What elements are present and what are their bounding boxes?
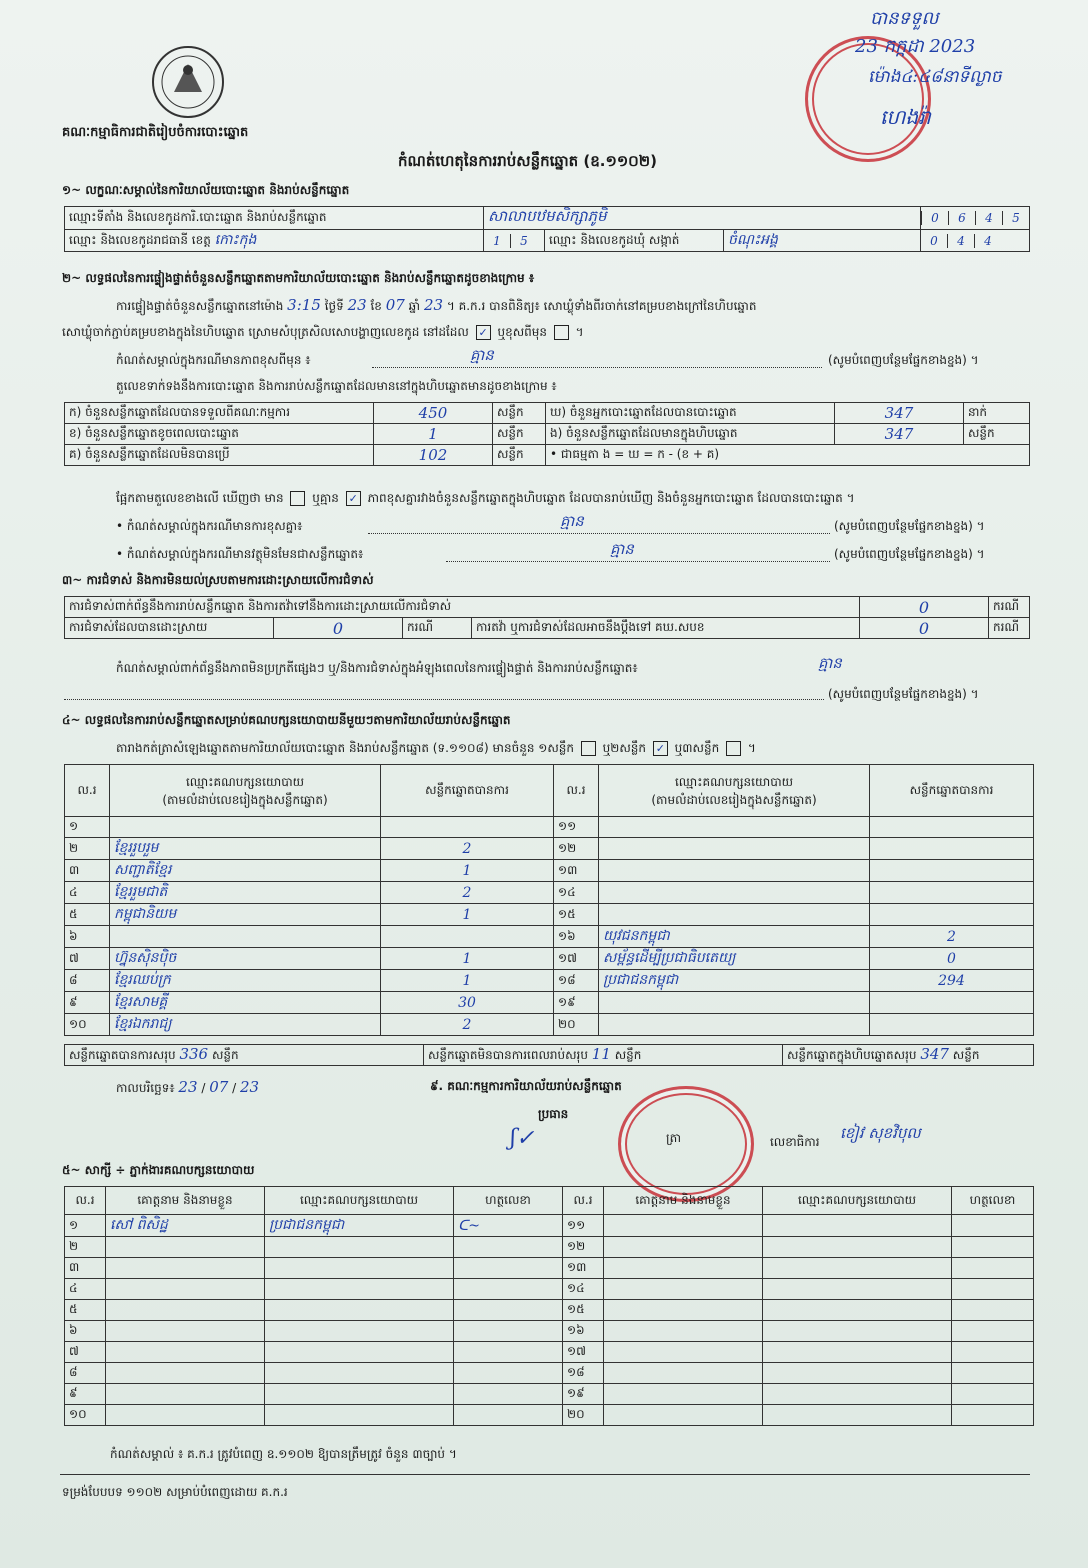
- witness-no: ១៧: [563, 1342, 604, 1363]
- verify-time: 3:15: [287, 296, 321, 314]
- received-date: 23 កក្កដា 2023: [855, 36, 976, 57]
- party-votes: 1: [381, 904, 554, 926]
- party-name: [110, 926, 381, 948]
- resolved-objections: 0: [274, 618, 403, 639]
- witness-signature: [454, 1237, 563, 1258]
- witness-signature: [952, 1215, 1034, 1237]
- witness-no: ១០: [65, 1405, 106, 1426]
- secretary-label: លេខាធិការ: [770, 1135, 820, 1149]
- witness-signature: [952, 1363, 1034, 1384]
- office-committee-label: ៩. គណៈកម្មការការិយាល័យរាប់សន្លឹកឆ្នោត: [430, 1079, 622, 1093]
- party-no: ១៦: [554, 926, 599, 948]
- witness-signature: [952, 1405, 1034, 1426]
- table-row: [65, 838, 1034, 860]
- party-votes: 2: [381, 882, 554, 904]
- total-invalid-votes: 11: [591, 1045, 611, 1063]
- party-name: [599, 860, 870, 882]
- verify-year: 23: [423, 296, 444, 314]
- witness-no: ១២: [563, 1237, 604, 1258]
- diff-note-value: គ្មាន: [560, 512, 584, 530]
- table-row: [65, 904, 1034, 926]
- witness-no: ១៥: [563, 1300, 604, 1321]
- witness-name: [106, 1237, 265, 1258]
- verify-line2: សោឃ្លុំចាក់ភ្ជាប់គម្របខាងក្នុងនៃហិបឆ្នោត ស្រោមសំបុត្រសិលសោបង្ហាញលេខកូដ នៅដដែល ✓ ឬខុសពីមុន ។: [62, 325, 584, 339]
- witness-name: [604, 1215, 763, 1237]
- witness-name: [106, 1342, 265, 1363]
- irregularity-note-label: កំណត់សម្គាល់ពាក់ព័ន្ធនឹងភាពមិនប្រក្រតីផ្សេងៗ ឬ/និងការជំទាស់ក្នុងអំឡុងពេលនៃការផ្ទៀងផ្ទាត់ និងការរាប់សន្លឹកឆ្នោត៖: [116, 661, 638, 675]
- witness-signature: [952, 1384, 1034, 1405]
- difference-note-label: កំណត់សម្គាល់ក្នុងករណីមានភាពខុសពីមុន ៖: [116, 353, 311, 367]
- witness-party: [265, 1384, 454, 1405]
- table-row: [65, 1321, 1034, 1342]
- witness-name: [106, 1321, 265, 1342]
- witness-party: [265, 1405, 454, 1426]
- diff-note-label: • កំណត់សម្គាល់ក្នុងករណីមានការខុសគ្នា៖: [116, 519, 303, 533]
- tally-sheets-line: តារាងកត់ត្រាសំឡេងឆ្នោតតាមការិយាល័យបោះឆ្នោត និងរាប់សន្លឹកឆ្នោត (ទ.១១០៨) មានចំនួន ១សន្លឹក ឬ២សន្លឹក ✓ ឬ៣សន្លឹក ។: [116, 741, 756, 755]
- witness-name: [604, 1384, 763, 1405]
- party-votes: 2: [870, 926, 1034, 948]
- witness-table: ល.រ គោត្តនាម និងនាមខ្លួន ឈ្មោះគណបក្សនយោបាយ ហត្ថលេខា ល.រ គោត្តនាម និងនាមខ្លួន ឈ្មោះគណបក្សនយោបាយ ហត្ថលេខា ១ សៅ ពិសិដ្ឋ ប្រជាជនកម្ពុជា ᑕ~ ១១ ២ ១២ ៣ ១៣ ៤ ១៤ ៥ ១៥ ៦ ១៦ ៧ ១៧ ៨ ១៨ ៩ ១៩ ១០ ២០: [64, 1186, 1034, 1426]
- witness-signature: [952, 1342, 1034, 1363]
- witness-name: សៅ ពិសិដ្ឋ: [106, 1215, 265, 1237]
- has-difference-checkbox[interactable]: [290, 491, 305, 506]
- witness-no: ៨: [65, 1363, 106, 1384]
- province-value: កោះកុង: [214, 232, 257, 248]
- party-votes: [870, 904, 1034, 926]
- party-no: ៧: [65, 948, 110, 970]
- table-row: [65, 1258, 1034, 1279]
- witness-signature: [454, 1363, 563, 1384]
- witness-party: [763, 1321, 952, 1342]
- witness-name: [604, 1237, 763, 1258]
- table-row: [65, 1405, 1034, 1426]
- verify-day: 23: [347, 296, 367, 314]
- total-box-votes: 347: [920, 1045, 949, 1063]
- party-name: ខ្មែររួបរួម: [110, 838, 381, 860]
- party-no: ១៥: [554, 904, 599, 926]
- witness-party: [763, 1342, 952, 1363]
- party-votes: 0: [870, 948, 1034, 970]
- party-name: កម្ពុជានិយម: [110, 904, 381, 926]
- commune-value: ចំណុះអង្គ: [724, 230, 921, 252]
- difference-note-suffix: (សូមបំពេញបន្ថែមផ្នែកខាងខ្នង) ។: [828, 353, 979, 367]
- table-row: [65, 948, 1034, 970]
- chair-label: ប្រធាន: [538, 1107, 569, 1121]
- party-name: ខ្មែរឯករាជ្យ: [110, 1014, 381, 1036]
- section5-title: ៥~ សាក្សី ÷ ភ្នាក់ងារគណបក្សនយោបាយ: [62, 1163, 255, 1177]
- witness-signature: [952, 1279, 1034, 1300]
- party-votes: 1: [381, 948, 554, 970]
- party-votes: [870, 1014, 1034, 1036]
- received-time: ម៉ោង៤:៤៨នាទីល្ងាច: [868, 67, 1002, 87]
- witness-party: [763, 1258, 952, 1279]
- party-no: ២: [65, 838, 110, 860]
- witness-name: [604, 1258, 763, 1279]
- witness-party: [265, 1363, 454, 1384]
- footer-note: កំណត់សម្គាល់ ៖ គ.ក.រ ត្រូវបំពេញ ឧ.១១០២ ឱ្យបានត្រឹមត្រូវ ចំនួន ៣ច្បាប់ ។: [110, 1447, 457, 1461]
- one-sheet-checkbox[interactable]: [581, 741, 596, 756]
- witness-signature: [952, 1321, 1034, 1342]
- verify-month: 07: [385, 296, 405, 314]
- commune-label: ឈ្មោះ និងលេខកូដឃុំ សង្កាត់: [545, 230, 724, 252]
- party-votes: 1: [381, 860, 554, 882]
- objections-table: ការជំទាស់ពាក់ព័ន្ធនឹងការរាប់សន្លឹកឆ្នោត និងការតវ៉ាទៅនឹងការដោះស្រាយលើការជំទាស់ 0 ករណី ការជំទាស់ដែលបានដោះស្រាយ 0 ករណី ការតវ៉ា ឬការជំទាស់ដែលអាចនឹងប្ដឹងទៅ គឃ.សបខ 0 ករណី: [64, 596, 1030, 639]
- witness-no: ១៩: [563, 1384, 604, 1405]
- witness-party: ប្រជាជនកម្ពុជា: [265, 1215, 454, 1237]
- party-votes: 2: [381, 1014, 554, 1036]
- chair-signature: ʃ✓: [510, 1126, 535, 1151]
- witness-name: [604, 1342, 763, 1363]
- witness-signature: [454, 1405, 563, 1426]
- different-checkbox[interactable]: [554, 325, 569, 340]
- party-no: ១៩: [554, 992, 599, 1014]
- party-votes: 1: [381, 970, 554, 992]
- foreign-note-value: គ្មាន: [610, 540, 634, 558]
- witness-party: [265, 1300, 454, 1321]
- witness-no: ៤: [65, 1279, 106, 1300]
- witness-name: [604, 1405, 763, 1426]
- no-difference-checkbox[interactable]: ✓: [346, 491, 361, 506]
- table-row: [65, 860, 1034, 882]
- party-votes: [381, 817, 554, 838]
- three-sheets-checkbox[interactable]: [726, 741, 741, 756]
- location-code: 0 6 4 5: [921, 207, 1030, 230]
- witness-signature: [454, 1258, 563, 1279]
- witness-no: ១៤: [563, 1279, 604, 1300]
- witness-signature: [454, 1342, 563, 1363]
- party-no: ២០: [554, 1014, 599, 1036]
- party-no: ១៤: [554, 882, 599, 904]
- official-seal-bottom: [618, 1086, 754, 1202]
- witness-name: [604, 1300, 763, 1321]
- party-no: ១០: [65, 1014, 110, 1036]
- secretary-name: ខៀវ សុខវិបុល: [840, 1124, 921, 1142]
- witness-party: [763, 1405, 952, 1426]
- difference-note-value: គ្មាន: [470, 346, 494, 364]
- table-row: [65, 1279, 1034, 1300]
- witness-party: [265, 1321, 454, 1342]
- table-row: [65, 926, 1034, 948]
- party-name: ហ្វ៊ុនស៊ិនប៉ិច: [110, 948, 381, 970]
- party-name: [599, 992, 870, 1014]
- committee-name: គណៈកម្មាធិការជាតិរៀបចំការបោះឆ្នោត: [62, 125, 249, 140]
- two-sheets-checkbox[interactable]: ✓: [653, 741, 668, 756]
- table-row: [65, 1300, 1034, 1321]
- table-row: [65, 882, 1034, 904]
- witness-signature: [952, 1258, 1034, 1279]
- spoiled-ballots: 1: [374, 424, 493, 445]
- witness-party: [763, 1237, 952, 1258]
- party-no: ៨: [65, 970, 110, 992]
- witness-name: [106, 1384, 265, 1405]
- national-election-committee-logo: [152, 46, 224, 118]
- party-no: ៥: [65, 904, 110, 926]
- party-no: ១២: [554, 838, 599, 860]
- section2-title: ២~ លទ្ធផលនៃការផ្ទៀងផ្ទាត់ចំនួនសន្លឹកឆ្នោតតាមការិយាល័យបោះឆ្នោត និងរាប់សន្លឹកឆ្នោតដូចខាងក្រោម ៖: [62, 271, 535, 285]
- witness-name: [106, 1363, 265, 1384]
- results-totals: សន្លឹកឆ្នោតបានការសរុប 336 សន្លឹក សន្លឹកឆ្នោតមិនបានការពេលរាប់សរុប 11 សន្លឹក សន្លឹកឆ្នោតក្នុងហិបឆ្នោតសរុប 347 សន្លឹក: [64, 1044, 1034, 1066]
- witness-party: [265, 1279, 454, 1300]
- witness-party: [763, 1384, 952, 1405]
- witness-no: ១១: [563, 1215, 604, 1237]
- party-name: [599, 817, 870, 838]
- witness-name: [106, 1405, 265, 1426]
- province-label: ឈ្មោះ និងលេខកូដរាជធានី ខេត្ត កោះកុង: [65, 230, 484, 252]
- received-ballots: 450: [374, 403, 493, 424]
- party-votes: [870, 817, 1034, 838]
- party-no: ៩: [65, 992, 110, 1014]
- unused-ballots: 102: [374, 445, 493, 466]
- section3-title: ៣~ ការជំទាស់ និងការមិនយល់ស្របតាមការដោះស្រាយលើការជំទាស់: [62, 573, 374, 587]
- party-name: ខ្មែរសាមគ្គី: [110, 992, 381, 1014]
- ballot-count-form-page: គណៈកម្មាធិការជាតិរៀបចំការបោះឆ្នោត កំណត់ហេតុនៃការរាប់សន្លឹកឆ្នោត (ឧ.១១០២) បានទទួល 23 កក្កដា 2023 ម៉ោង៤:៤៨នាទីល្ងាច ហេងរ៉ា ១~ លក្ខណៈសម្គាល់នៃការិយាល័យបោះឆ្នោត និងរាប់សន្លឹកឆ្នោត ឈ្មោះទីតាំង និងលេខកូដការិ.បោះឆ្នោត និងរាប់សន្លឹកឆ្នោត សាលាបឋមសិក្សាភូមិ 0 6 4 5 ឈ្មោះ និងលេខកូដរាជធានី ខេត្ត កោះកុង 1 5 ឈ្មោះ និងលេខកូដឃុំ សង្កាត់ ចំណុះអង្គ 0 4 4 ២~ លទ្ធផលនៃការផ្ទៀងផ្ទាត់ចំនួនសន្លឹកឆ្នោតតាមការិយាល័យបោះឆ្នោត និងរាប់សន្លឹកឆ្នោតដូចខាងក្រោម ៖ ការផ្ទៀងផ្ទាត់ចំនួនសន្លឹកឆ្នោតនៅម៉ោង 3:15 ថ្ងៃទី 23 ខែ 07 ឆ្នាំ 23 ។ គ.ក.រ បានពិនិត្យ៖ សោឃ្លុំទាំងពីរចាក់នៅគម្របខាងក្រៅនៃហិបឆ្នោត សោឃ្លុំចាក់ភ្ជាប់គម្របខាងក្នុងនៃហិបឆ្នោត ស្រោមសំបុត្រសិលសោបង្ហាញលេខកូដ នៅដដែល ✓ ឬខុសពីមុន ។ កំណត់សម្គាល់ក្នុងករណីមានភាពខុសពីមុន ៖ គ្មាន (សូមបំពេញបន្ថែមផ្នែកខាងខ្នង) ។ តួលេខទាក់ទងនឹងការបោះឆ្នោត និងការរាប់សន្លឹកឆ្នោតដែលមាននៅក្នុងហិបឆ្នោតមានដូចខាងក្រោម ៖ ក) ចំនួនសន្លឹកឆ្នោតដែលបានទទួលពីគណៈកម្មការ 450 សន្លឹក ឃ) ចំនួនអ្នកបោះឆ្នោតដែលបានបោះឆ្នោត 347 នាក់ ខ) ចំនួនសន្លឹកឆ្នោតខូចពេលបោះឆ្នោត 1 សន្លឹក ង) ចំនួនសន្លឹកឆ្នោតដែលមានក្នុងហិបឆ្នោត 347 សន្លឹក គ) ចំនួនសន្លឹកឆ្នោតដែលមិនបានប្រើ 102 សន្លឹក • ជាធម្មតា ង = ឃ = ក - (ខ + គ) ផ្អែកតាមតួលេខខាងលើ ឃើញថា មាន ឬគ្មាន ✓ ភាពខុសគ្នារវាងចំនួនសន្លឹកឆ្នោតក្នុងហិបឆ្នោត ដែលបានរាប់ឃើញ និងចំនួនអ្នកបោះឆ្នោត ដែលបានបោះឆ្នោត ។ • កំណត់សម្គាល់ក្នុងករណីមានការខុសគ្នា៖ គ្មាន (សូមបំពេញបន្ថែមផ្នែកខាងខ្នង) ។ • កំណត់សម្គាល់ក្នុងករណីមានវត្ថុមិនមែនជាសន្លឹកឆ្នោត៖ គ្មាន (សូមបំពេញបន្ថែមផ្នែកខាងខ្នង) ។ ៣~ ការជំទាស់ និងការមិនយល់ស្របតាមការដោះស្រាយលើការជំទាស់ ការជំទាស់ពាក់ព័ន្ធនឹងការរាប់សន្លឹកឆ្នោត និងការតវ៉ាទៅនឹងការដោះស្រាយលើការជំទាស់ 0 ករណី ការជំទាស់ដែលបានដោះស្រាយ 0 ករណី ការតវ៉ា ឬការជំទាស់ដែលអាចនឹងប្ដឹងទៅ គឃ.សបខ 0 ករណី កំណត់សម្គាល់ពាក់ព័ន្ធនឹងភាពមិនប្រក្រតីផ្សេងៗ ឬ/និងការជំទាស់ក្នុងអំឡុងពេលនៃការផ្ទៀងផ្ទាត់ និងការរាប់សន្លឹកឆ្នោត៖ គ្មាន (សូមបំពេញបន្ថែមផ្នែកខាងខ្នង) ។ ៤~ លទ្ធផលនៃការរាប់សន្លឹកឆ្នោតសម្រាប់គណបក្សនយោបាយនីមួយៗតាមការិយាល័យរាប់សន្លឹកឆ្នោត តារាងកត់ត្រាសំឡេងឆ្នោតតាមការិយាល័យបោះឆ្នោត និងរាប់សន្លឹកឆ្នោត (ទ.១១០៨) មានចំនួន ១សន្លឹក ឬ២សន្លឹក ✓ ឬ៣សន្លឹក ។ ល.រ ឈ្មោះគណបក្សនយោបាយ (តាមលំដាប់លេខរៀងក្នុងសន្លឹកឆ្នោត) សន្លឹកឆ្នោតបានការ ល.រ ឈ្មោះគណបក្សនយោបាយ (តាមលំដាប់លេខរៀងក្នុងសន្លឹកឆ្នោត) សន្លឹកឆ្នោតបានការ ១ ១១ ២ ខ្មែររួបរួម 2 ១២ ៣ សញ្ជាតិខ្មែរ 1 ១៣ ៤ ខ្មែររួមជាតិ 2 ១៤ ៥ កម្ពុជានិយម 1 ១៥ ៦ ១៦ យុវជនកម្ពុជា 2 ៧ ហ្វ៊ុនស៊ិនប៉ិច 1 ១៧ សម្ព័ន្ធដើម្បីប្រជាធិបតេយ្យ 0 ៨ ខ្មែរឈប់ក្រ 1 ១៨ ប្រជាជនកម្ពុជា 294 ៩ ខ្មែរសាមគ្គី 30 ១៩ ១០ ខ្មែរឯករាជ្យ 2 ២០ សន្លឹកឆ្នោតបានការសរុប 336 សន្លឹក សន្លឹកឆ្នោតមិនបានការពេលរាប់សរុប 11 សន្លឹក សន្លឹកឆ្នោតក្នុងហិបឆ្នោតសរុប 347 សន្លឹក កាលបរិច្ឆេទ៖ 23 / 07 / 23 ៩. គណៈកម្មការការិយាល័យរាប់សន្លឹកឆ្នោត ប្រធាន ʃ✓ ត្រា លេខាធិការ ខៀវ សុខវិបុល ៥~ សាក្សី ÷ ភ្នាក់ងារគណបក្សនយោបាយ ល.រ គោត្តនាម និងនាមខ្លួន ឈ្មោះគណបក្សនយោបាយ ហត្ថលេខា ល.រ គោត្តនាម និងនាមខ្លួន ឈ្មោះគណបក្សនយោបាយ ហត្ថលេខា ១ សៅ ពិសិដ្ឋ ប្រជាជនកម្ពុជា ᑕ~ ១១ ២ ១២ ៣ ១៣ ៤ ១៤ ៥ ១៥ ៦ ១៦ ៧ ១៧ ៨ ១៨ ៩ ១៩ ១០ ២០ កំណត់សម្គាល់ ៖ គ.ក.រ ត្រូវបំពេញ ឧ.១១០២ ឱ្យបានត្រឹមត្រូវ ចំនួន ៣ច្បាប់ ។ ទម្រង់បែបបទ ១១០២ សម្រាប់បំពេញដោយ គ.ក.រ: [0, 0, 1088, 1568]
- party-no: ៣: [65, 860, 110, 882]
- party-name: [599, 882, 870, 904]
- witness-no: ៦: [65, 1321, 106, 1342]
- witness-name: [604, 1363, 763, 1384]
- table-row: [65, 1215, 1034, 1237]
- party-votes: 2: [381, 838, 554, 860]
- party-results-table: ល.រ ឈ្មោះគណបក្សនយោបាយ (តាមលំដាប់លេខរៀងក្នុងសន្លឹកឆ្នោត) សន្លឹកឆ្នោតបានការ ល.រ ឈ្មោះគណបក្សនយោបាយ (តាមលំដាប់លេខរៀងក្នុងសន្លឹកឆ្នោត) សន្លឹកឆ្នោតបានការ ១ ១១ ២ ខ្មែររួបរួម 2 ១២ ៣ សញ្ជាតិខ្មែរ 1 ១៣ ៤ ខ្មែររួមជាតិ 2 ១៤ ៥ កម្ពុជានិយម 1 ១៥ ៦ ១៦ យុវជនកម្ពុជា 2 ៧ ហ្វ៊ុនស៊ិនប៉ិច 1 ១៧ សម្ព័ន្ធដើម្បីប្រជាធិបតេយ្យ 0 ៨ ខ្មែរឈប់ក្រ 1 ១៨ ប្រជាជនកម្ពុជា 294 ៩ ខ្មែរសាមគ្គី 30 ១៩ ១០ ខ្មែរឯករាជ្យ 2 ២០: [64, 764, 1034, 1036]
- witness-signature: [454, 1300, 563, 1321]
- party-votes: 294: [870, 970, 1034, 992]
- total-valid-votes: 336: [179, 1045, 209, 1063]
- compare-line: ផ្អែកតាមតួលេខខាងលើ ឃើញថា មាន ឬគ្មាន ✓ ភាពខុសគ្នារវាងចំនួនសន្លឹកឆ្នោតក្នុងហិបឆ្នោត ដែលបានរាប់ឃើញ និងចំនួនអ្នកបោះឆ្នោត ដែលបានបោះឆ្នោត ។: [116, 491, 855, 505]
- witness-name: [106, 1300, 265, 1321]
- party-no: ៦: [65, 926, 110, 948]
- party-votes: [870, 838, 1034, 860]
- party-name: ខ្មែររួមជាតិ: [110, 882, 381, 904]
- party-name: ខ្មែរឈប់ក្រ: [110, 970, 381, 992]
- figures-intro: តួលេខទាក់ទងនឹងការបោះឆ្នោត និងការរាប់សន្លឹកឆ្នោតដែលមាននៅក្នុងហិបឆ្នោតមានដូចខាងក្រោម ៖: [116, 379, 557, 393]
- party-no: ១៧: [554, 948, 599, 970]
- witness-party: [763, 1279, 952, 1300]
- figures-table: ក) ចំនួនសន្លឹកឆ្នោតដែលបានទទួលពីគណៈកម្មការ 450 សន្លឹក ឃ) ចំនួនអ្នកបោះឆ្នោតដែលបានបោះឆ្នោត 347 នាក់ ខ) ចំនួនសន្លឹកឆ្នោតខូចពេលបោះឆ្នោត 1 សន្លឹក ង) ចំនួនសន្លឹកឆ្នោតដែលមានក្នុងហិបឆ្នោត 347 សន្លឹក គ) ចំនួនសន្លឹកឆ្នោតដែលមិនបានប្រើ 102 សន្លឹក • ជាធម្មតា ង = ឃ = ក - (ខ + គ): [64, 402, 1030, 466]
- table-row: [65, 1237, 1034, 1258]
- form-title: កំណត់ហេតុនៃការរាប់សន្លឹកឆ្នោត (ឧ.១១០២): [398, 152, 658, 170]
- location-value: សាលាបឋមសិក្សាភូមិ: [484, 207, 921, 230]
- witness-name: [604, 1321, 763, 1342]
- signature-date: កាលបរិច្ឆេទ៖ 23 / 07 / 23: [116, 1078, 260, 1096]
- location-label: ឈ្មោះទីតាំង និងលេខកូដការិ.បោះឆ្នោត និងរាប់សន្លឹកឆ្នោត: [65, 207, 484, 230]
- party-votes: [870, 992, 1034, 1014]
- party-name: [599, 1014, 870, 1036]
- table-row: [65, 1014, 1034, 1036]
- witness-name: [604, 1279, 763, 1300]
- received-line1: បានទទួល: [870, 8, 939, 29]
- party-name: យុវជនកម្ពុជា: [599, 926, 870, 948]
- voters-count: 347: [835, 403, 964, 424]
- witness-party: [763, 1363, 952, 1384]
- witness-party: [265, 1342, 454, 1363]
- witness-party: [763, 1215, 952, 1237]
- witness-party: [265, 1258, 454, 1279]
- witness-no: ៥: [65, 1300, 106, 1321]
- party-votes: [870, 860, 1034, 882]
- witness-no: ១៦: [563, 1321, 604, 1342]
- witness-no: ១៣: [563, 1258, 604, 1279]
- emblem-icon: [154, 48, 222, 116]
- party-votes: [381, 926, 554, 948]
- party-no: ១១: [554, 817, 599, 838]
- witness-party: [763, 1300, 952, 1321]
- table-row: [65, 817, 1034, 838]
- party-name: សញ្ជាតិខ្មែរ: [110, 860, 381, 882]
- party-no: ៤: [65, 882, 110, 904]
- witness-name: [106, 1258, 265, 1279]
- witness-signature: [454, 1321, 563, 1342]
- witness-party: [265, 1237, 454, 1258]
- verify-line1: ការផ្ទៀងផ្ទាត់ចំនួនសន្លឹកឆ្នោតនៅម៉ោង 3:15 ថ្ងៃទី 23 ខែ 07 ឆ្នាំ 23 ។ គ.ក.រ បានពិនិត្យ៖ សោឃ្លុំទាំងពីរចាក់នៅគម្របខាងក្រៅនៃហិបឆ្នោត: [116, 296, 757, 314]
- form-code: ទម្រង់បែបបទ ១១០២ សម្រាប់បំពេញដោយ គ.ក.រ: [62, 1485, 288, 1499]
- witness-no: ១៨: [563, 1363, 604, 1384]
- witness-name: [106, 1279, 265, 1300]
- formula: • ជាធម្មតា ង = ឃ = ក - (ខ + គ): [546, 445, 1030, 466]
- party-votes: [870, 882, 1034, 904]
- table-row: [65, 1342, 1034, 1363]
- same-checkbox[interactable]: ✓: [476, 325, 491, 340]
- party-votes: 30: [381, 992, 554, 1014]
- witness-signature: [454, 1384, 563, 1405]
- table-row: [65, 992, 1034, 1014]
- witness-no: ៧: [65, 1342, 106, 1363]
- party-name: សម្ព័ន្ធដើម្បីប្រជាធិបតេយ្យ: [599, 948, 870, 970]
- party-no: ១: [65, 817, 110, 838]
- party-name: ប្រជាជនកម្ពុជា: [599, 970, 870, 992]
- party-name: [599, 904, 870, 926]
- party-no: ១៨: [554, 970, 599, 992]
- commune-code: 0 4 4: [921, 230, 1030, 252]
- witness-signature: [952, 1300, 1034, 1321]
- irregularity-note-value: គ្មាន: [818, 654, 842, 672]
- section1-title: ១~ លក្ខណៈសម្គាល់នៃការិយាល័យបោះឆ្នោត និងរាប់សន្លឹកឆ្នោត: [62, 183, 350, 197]
- witness-no: ១: [65, 1215, 106, 1237]
- witness-no: ២០: [563, 1405, 604, 1426]
- section1-table: [64, 206, 1030, 252]
- table-row: [65, 1384, 1034, 1405]
- province-code: 1 5: [484, 230, 545, 252]
- witness-signature: ᑕ~: [454, 1215, 563, 1237]
- party-name: [599, 838, 870, 860]
- witness-signature: [454, 1279, 563, 1300]
- received-signature: ហេងរ៉ា: [880, 105, 931, 129]
- stamp-label: ត្រា: [666, 1131, 681, 1145]
- foreign-note-label: • កំណត់សម្គាល់ក្នុងករណីមានវត្ថុមិនមែនជាសន្លឹកឆ្នោត៖: [116, 547, 364, 561]
- objection-count: 0: [860, 597, 989, 618]
- appealed-objections: 0: [860, 618, 989, 639]
- table-row: [65, 1363, 1034, 1384]
- table-row: [65, 970, 1034, 992]
- witness-no: ៣: [65, 1258, 106, 1279]
- witness-no: ៩: [65, 1384, 106, 1405]
- party-no: ១៣: [554, 860, 599, 882]
- witness-no: ២: [65, 1237, 106, 1258]
- witness-signature: [952, 1237, 1034, 1258]
- ballots-in-box: 347: [835, 424, 964, 445]
- section4-title: ៤~ លទ្ធផលនៃការរាប់សន្លឹកឆ្នោតសម្រាប់គណបក្សនយោបាយនីមួយៗតាមការិយាល័យរាប់សន្លឹកឆ្នោត: [62, 713, 511, 727]
- party-name: [110, 817, 381, 838]
